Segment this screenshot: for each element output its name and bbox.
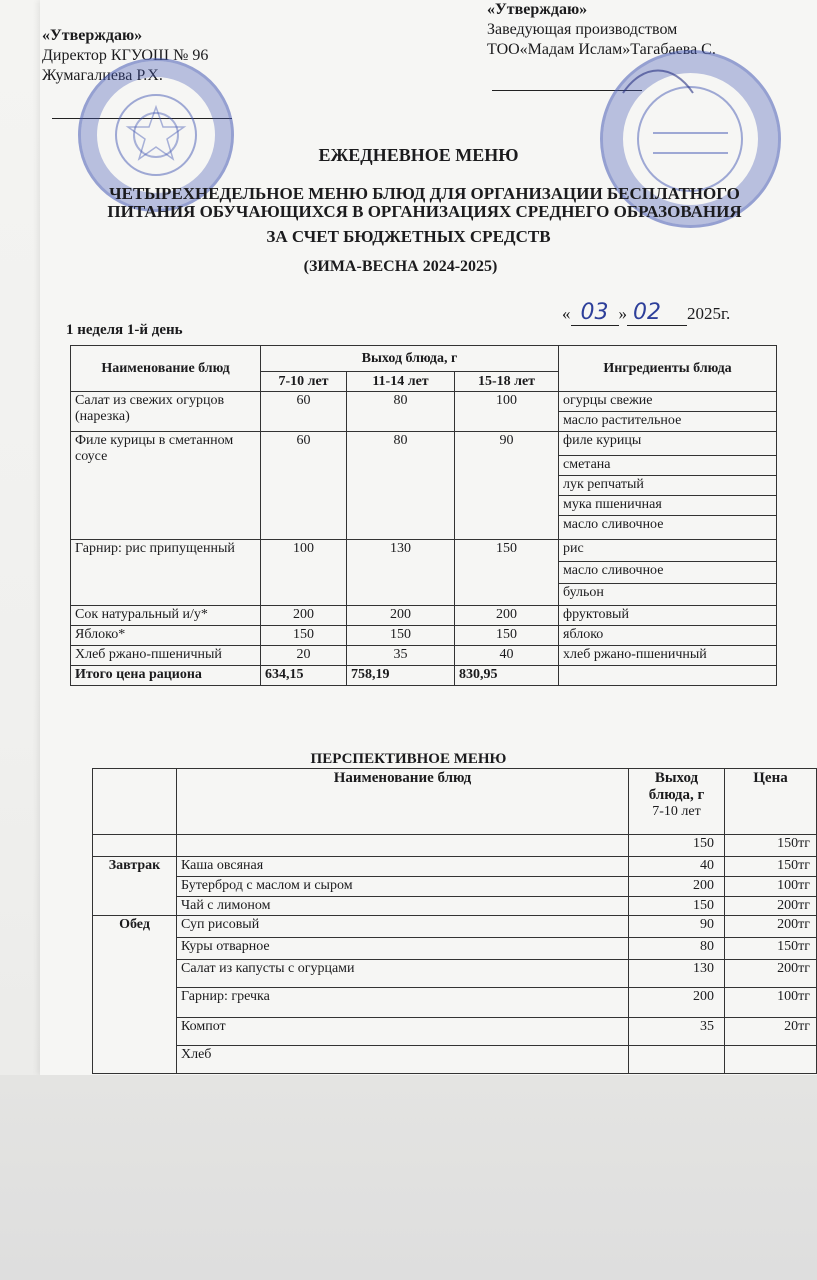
dish-name: Филе курицы в сметанном соусе [71, 432, 261, 540]
dish-yield-15-18: 100 [455, 392, 559, 432]
col-header-age-7-10: 7-10 лет [261, 372, 347, 392]
dish-yield-7-10: 100 [261, 540, 347, 606]
total-price-7-10: 634,15 [261, 666, 347, 686]
dish-yield-11-14: 80 [347, 432, 455, 540]
yield-value: 80 [629, 938, 725, 960]
price-value: 150тг [725, 835, 817, 857]
subtitle-line-3: ЗА СЧЕТ БЮДЖЕТНЫХ СРЕДСТВ [266, 227, 551, 246]
col-header-dish-name: Наименование блюд [71, 346, 261, 392]
dish-name: Куры отварное [177, 938, 629, 960]
price-value: 200тг [725, 960, 817, 988]
ingredient: фруктовый [559, 606, 777, 626]
col-header-yield-label: Выход блюда, г [648, 770, 705, 803]
dish-name: Суп рисовый [177, 916, 629, 938]
subtitle-line-1: ЧЕТЫРЕХНЕДЕЛЬНОЕ МЕНЮ БЛЮД ДЛЯ ОРГАНИЗАЦИИ БЕСПЛАТНОГО [109, 184, 740, 203]
yield-value: 200 [629, 877, 725, 897]
dish-name: Хлеб [177, 1046, 629, 1074]
section-empty-cell [93, 835, 177, 857]
perspective-menu-title: ПЕРСПЕКТИВНОЕ МЕНЮ [310, 751, 507, 767]
date-open-quote: « [562, 304, 571, 323]
col-header-yield-age: 7-10 лет [652, 804, 701, 819]
perspective-menu-table [92, 768, 817, 1074]
dish-name: Каша овсяная [177, 857, 629, 877]
price-value: 100тг [725, 988, 817, 1018]
dish-yield-15-18: 150 [455, 626, 559, 646]
section-lunch: Обед [93, 916, 177, 1074]
ingredient: масло растительное [559, 412, 777, 432]
dish-yield-15-18: 200 [455, 606, 559, 626]
dish-yield-11-14: 150 [347, 626, 455, 646]
date-line [562, 300, 730, 326]
dish-yield-7-10: 60 [261, 432, 347, 540]
subtitle-season: (ЗИМА-ВЕСНА 2024-2025) [303, 258, 498, 275]
subtitle-line-2: ПИТАНИЯ ОБУЧАЮЩИХСЯ В ОРГАНИЗАЦИЯХ СРЕДНЕГО ОБРАЗОВАНИЯ [107, 202, 742, 221]
yield-value: 40 [629, 857, 725, 877]
yield-value: 200 [629, 988, 725, 1018]
yield-value: 130 [629, 960, 725, 988]
approval-right-heading: «Утверждаю» [487, 1, 588, 18]
dish-yield-11-14: 200 [347, 606, 455, 626]
dish-name: Салат из свежих огурцов (нарезка) [71, 392, 261, 432]
dish-name: Сок натуральный и/у* [71, 606, 261, 626]
price-value: 150тг [725, 857, 817, 877]
ingredient: хлеб ржано-пшеничный [559, 646, 777, 666]
dish-name: Гарнир: рис припущенный [71, 540, 261, 606]
dish-yield-15-18: 90 [455, 432, 559, 540]
dish-yield-7-10: 200 [261, 606, 347, 626]
table-surface [0, 1075, 817, 1280]
yield-value: 150 [629, 897, 725, 916]
dish-yield-15-18: 150 [455, 540, 559, 606]
dish-yield-15-18: 40 [455, 646, 559, 666]
total-price-11-14: 758,19 [347, 666, 455, 686]
dish-name: Яблоко* [71, 626, 261, 646]
ingredient: огурцы свежие [559, 392, 777, 412]
dish-yield-11-14: 35 [347, 646, 455, 666]
dish-yield-7-10: 60 [261, 392, 347, 432]
col-header-age-11-14: 11-14 лет [347, 372, 455, 392]
approval-right-person: ТОО«Мадам Ислам»Тагабаева С. [487, 41, 716, 58]
dish-name: Чай с лимоном [177, 897, 629, 916]
price-value: 200тг [725, 897, 817, 916]
col-header-age-15-18: 15-18 лет [455, 372, 559, 392]
dish-name: Салат из капусты с огурцами [177, 960, 629, 988]
date-year: 2025г. [687, 304, 731, 323]
date-month-handwritten: 02 [627, 300, 687, 326]
daily-menu-table [70, 345, 777, 686]
dish-yield-11-14: 80 [347, 392, 455, 432]
approval-left-person: Жумагалиева Р.Х. [42, 67, 163, 84]
dish-name: Бутерброд с маслом и сыром [177, 877, 629, 897]
dish-yield-7-10: 150 [261, 626, 347, 646]
col-header-yield [629, 769, 725, 835]
price-value: 150тг [725, 938, 817, 960]
col-header-section [93, 769, 177, 835]
ingredient: рис [559, 540, 777, 562]
price-value: 20тг [725, 1018, 817, 1046]
col-header-ingredients: Ингредиенты блюда [559, 346, 777, 392]
ingredient: сметана [559, 456, 777, 476]
ingredient: масло сливочное [559, 562, 777, 584]
date-day-handwritten: 03 [571, 300, 619, 326]
price-value: 100тг [725, 877, 817, 897]
date-close-quote: » [618, 304, 627, 323]
yield-value: 35 [629, 1018, 725, 1046]
dish-yield-7-10: 20 [261, 646, 347, 666]
section-breakfast: Завтрак [93, 857, 177, 916]
dish-empty-cell [177, 835, 629, 857]
approval-left-position: Директор КГУОШ № 96 [42, 47, 209, 64]
dish-yield-11-14: 130 [347, 540, 455, 606]
ingredient: филе курицы [559, 432, 777, 456]
week-day-label: 1 неделя 1-й день [66, 322, 183, 338]
yield-value: 90 [629, 916, 725, 938]
dish-name: Компот [177, 1018, 629, 1046]
dish-name: Гарнир: гречка [177, 988, 629, 1018]
total-price-15-18: 830,95 [455, 666, 559, 686]
price-value: 200тг [725, 916, 817, 938]
col-header-yield: Выход блюда, г [261, 346, 559, 372]
ingredient: яблоко [559, 626, 777, 646]
total-empty-cell [559, 666, 777, 686]
col-header-price: Цена [725, 769, 817, 835]
price-empty-cell [725, 1046, 817, 1074]
yield-value: 150 [629, 835, 725, 857]
approval-left-heading: «Утверждаю» [42, 27, 143, 44]
total-label: Итого цена рациона [71, 666, 261, 686]
ingredient: лук репчатый [559, 476, 777, 496]
approval-right-position: Заведующая производством [487, 21, 678, 38]
col-header-dish-name: Наименование блюд [177, 769, 629, 835]
yield-empty-cell [629, 1046, 725, 1074]
dish-name: Хлеб ржано-пшеничный [71, 646, 261, 666]
ingredient: мука пшеничная [559, 496, 777, 516]
ingredient: масло сливочное [559, 516, 777, 540]
page-title: ЕЖЕДНЕВНОЕ МЕНЮ [318, 145, 519, 165]
ingredient: бульон [559, 584, 777, 606]
